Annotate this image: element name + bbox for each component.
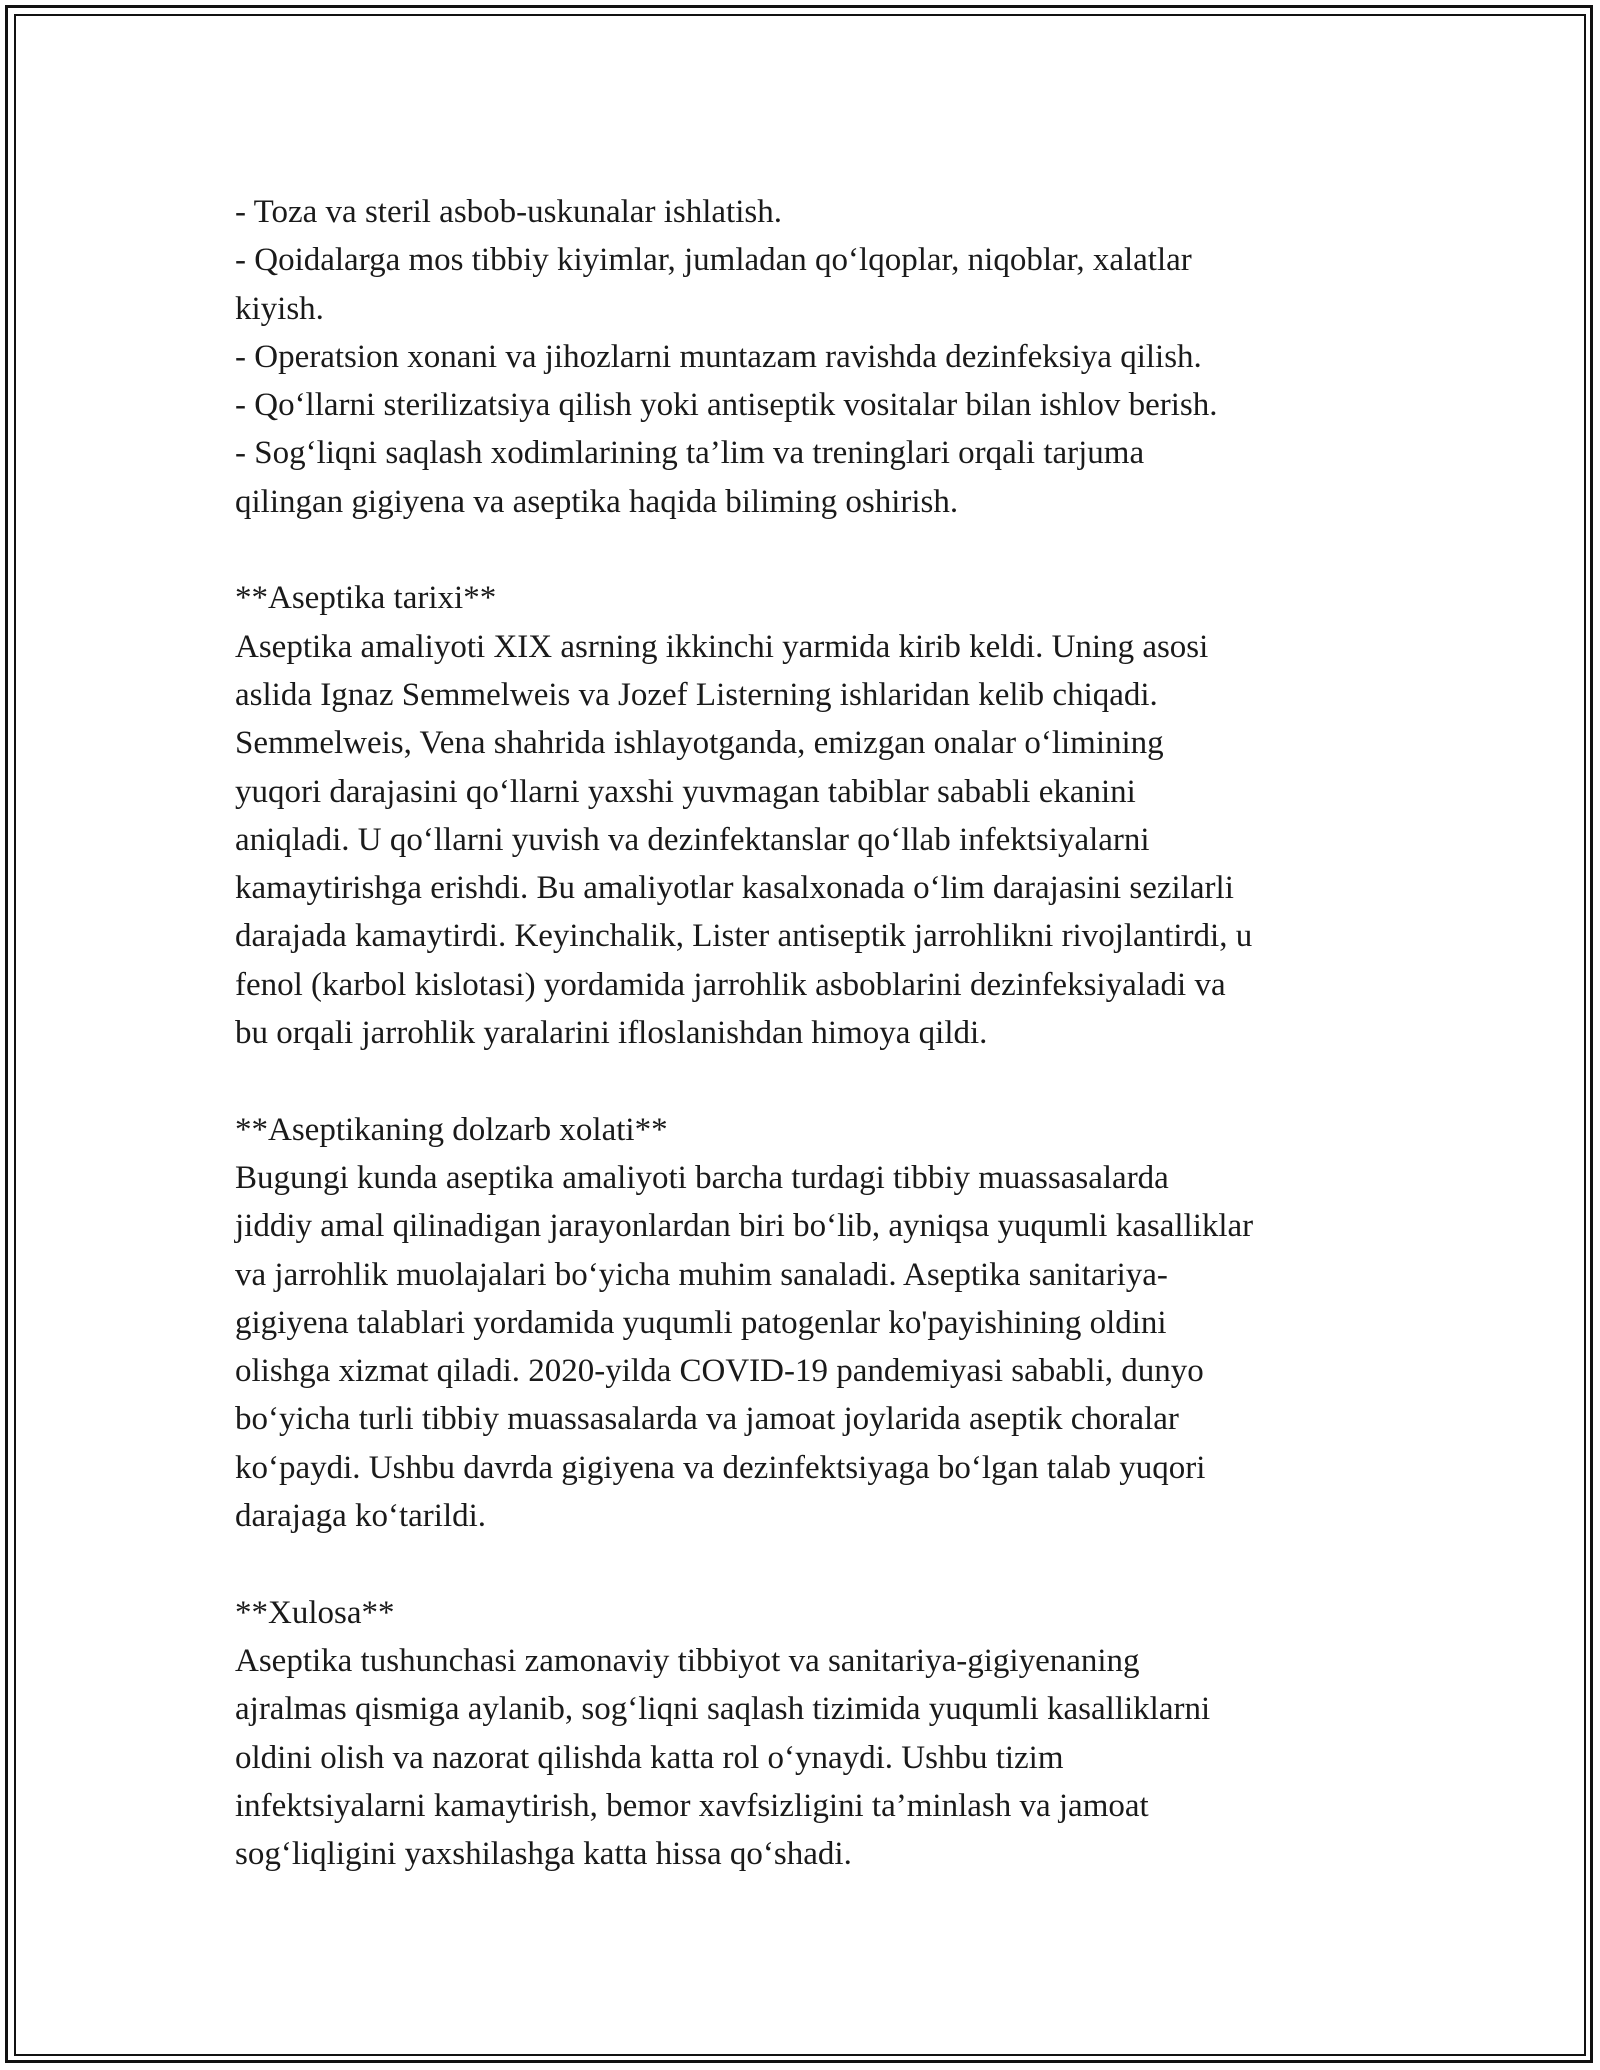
text-line: bo‘yicha turli tibbiy muassasalarda va jamoat joylarida aseptik choralar — [235, 1401, 1179, 1438]
text-line: ko‘paydi. Ushbu davrda gigiyena va dezinfektsiyaga bo‘lgan talab yuqori — [235, 1449, 1206, 1486]
paragraph-spacer — [235, 1540, 1375, 1588]
paragraph-spacer — [235, 526, 1375, 574]
text-line: gigiyena talablari yordamida yuqumli patogenlar ko'payishining oldini — [235, 1304, 1167, 1341]
document-body — [235, 188, 1375, 1878]
text-line: aslida Ignaz Semmelweis va Jozef Listerning ishlaridan kelib chiqadi. — [235, 676, 1158, 713]
bullet-item — [235, 333, 1375, 381]
bullet-item — [235, 429, 1375, 526]
text-line: - Qoidalarga mos tibbiy kiyimlar, jumladan qo‘lqoplar, niqoblar, xalatlar — [235, 242, 1192, 279]
section-conclusion — [235, 1589, 1375, 1879]
text-line: va jarrohlik muolajalari bo‘yicha muhim sanaladi. Aseptika sanitariya- — [235, 1256, 1168, 1293]
text-line: sog‘liqligini yaxshilashga katta hissa qo‘shadi. — [235, 1836, 852, 1873]
text-line: infektsiyalarni kamaytirish, bemor xavfsizligini ta’minlash va jamoat — [235, 1787, 1149, 1824]
text-line: - Toza va steril asbob-uskunalar ishlatish. — [235, 194, 782, 230]
text-line: darajada kamaytirdi. Keyinchalik, Lister antiseptik jarrohlikni rivojlantirdi, u — [235, 918, 1253, 955]
text-line: Aseptika tushunchasi zamonaviy tibbiyot va sanitariya-gigiyenaning — [235, 1642, 1140, 1679]
section-history — [235, 574, 1375, 1057]
section-heading: **Aseptika tarixi** — [235, 580, 497, 617]
text-line: darajaga ko‘tarildi. — [235, 1498, 487, 1535]
section-current-state — [235, 1106, 1375, 1541]
text-line: kamaytirishga erishdi. Bu amaliyotlar kasalxonada o‘lim darajasini sezilarli — [235, 870, 1234, 907]
text-line: ajralmas qismiga aylanib, sog‘liqni saqlash tizimida yuqumli kasalliklarni — [235, 1691, 1211, 1728]
bullet-item — [235, 188, 1375, 236]
text-line: fenol (karbol kislotasi) yordamida jarrohlik asboblarini dezinfeksiyaladi va — [235, 966, 1226, 1003]
text-line: Aseptika amaliyoti XIX asrning ikkinchi yarmida kirib keldi. Uning asosi — [235, 628, 1209, 665]
bullet-list — [235, 188, 1375, 526]
text-line: - Operatsion xonani va jihozlarni muntazam ravishda dezinfeksiya qilish. — [235, 338, 1202, 375]
section-heading: **Aseptikaning dolzarb xolati** — [235, 1111, 668, 1148]
text-line: yuqori darajasini qo‘llarni yaxshi yuvmagan tabiblar sababli ekanini — [235, 773, 1136, 810]
text-line: Bugungi kunda aseptika amaliyoti barcha turdagi tibbiy muassasalarda — [235, 1159, 1169, 1196]
bullet-item — [235, 236, 1375, 333]
bullet-item — [235, 381, 1375, 429]
text-line: olishga xizmat qiladi. 2020-yilda COVID-19 pandemiyasi sababli, dunyo — [235, 1353, 1204, 1390]
text-line: - Sog‘liqni saqlash xodimlarining ta’lim va treninglari orqali tarjuma — [235, 435, 1145, 472]
paragraph-spacer — [235, 1057, 1375, 1105]
text-line: qilingan gigiyena va aseptika haqida biliming oshirish. — [235, 483, 959, 520]
text-line: bu orqali jarrohlik yaralarini ifloslanishdan himoya qildi. — [235, 1015, 988, 1052]
text-line: Semmelweis, Vena shahrida ishlayotganda, emizgan onalar o‘limining — [235, 725, 1164, 762]
text-line: aniqladi. U qo‘llarni yuvish va dezinfektanslar qo‘llab infektsiyalarni — [235, 821, 1150, 858]
text-line: kiyish. — [235, 290, 324, 327]
section-heading: **Xulosa** — [235, 1594, 395, 1631]
text-line: jiddiy amal qilinadigan jarayonlardan biri bo‘lib, ayniqsa yuqumli kasalliklar — [235, 1208, 1254, 1245]
text-line: oldini olish va nazorat qilishda katta rol o‘ynaydi. Ushbu tizim — [235, 1739, 1064, 1776]
text-line: - Qo‘llarni sterilizatsiya qilish yoki antiseptik vositalar bilan ishlov berish. — [235, 387, 1218, 424]
